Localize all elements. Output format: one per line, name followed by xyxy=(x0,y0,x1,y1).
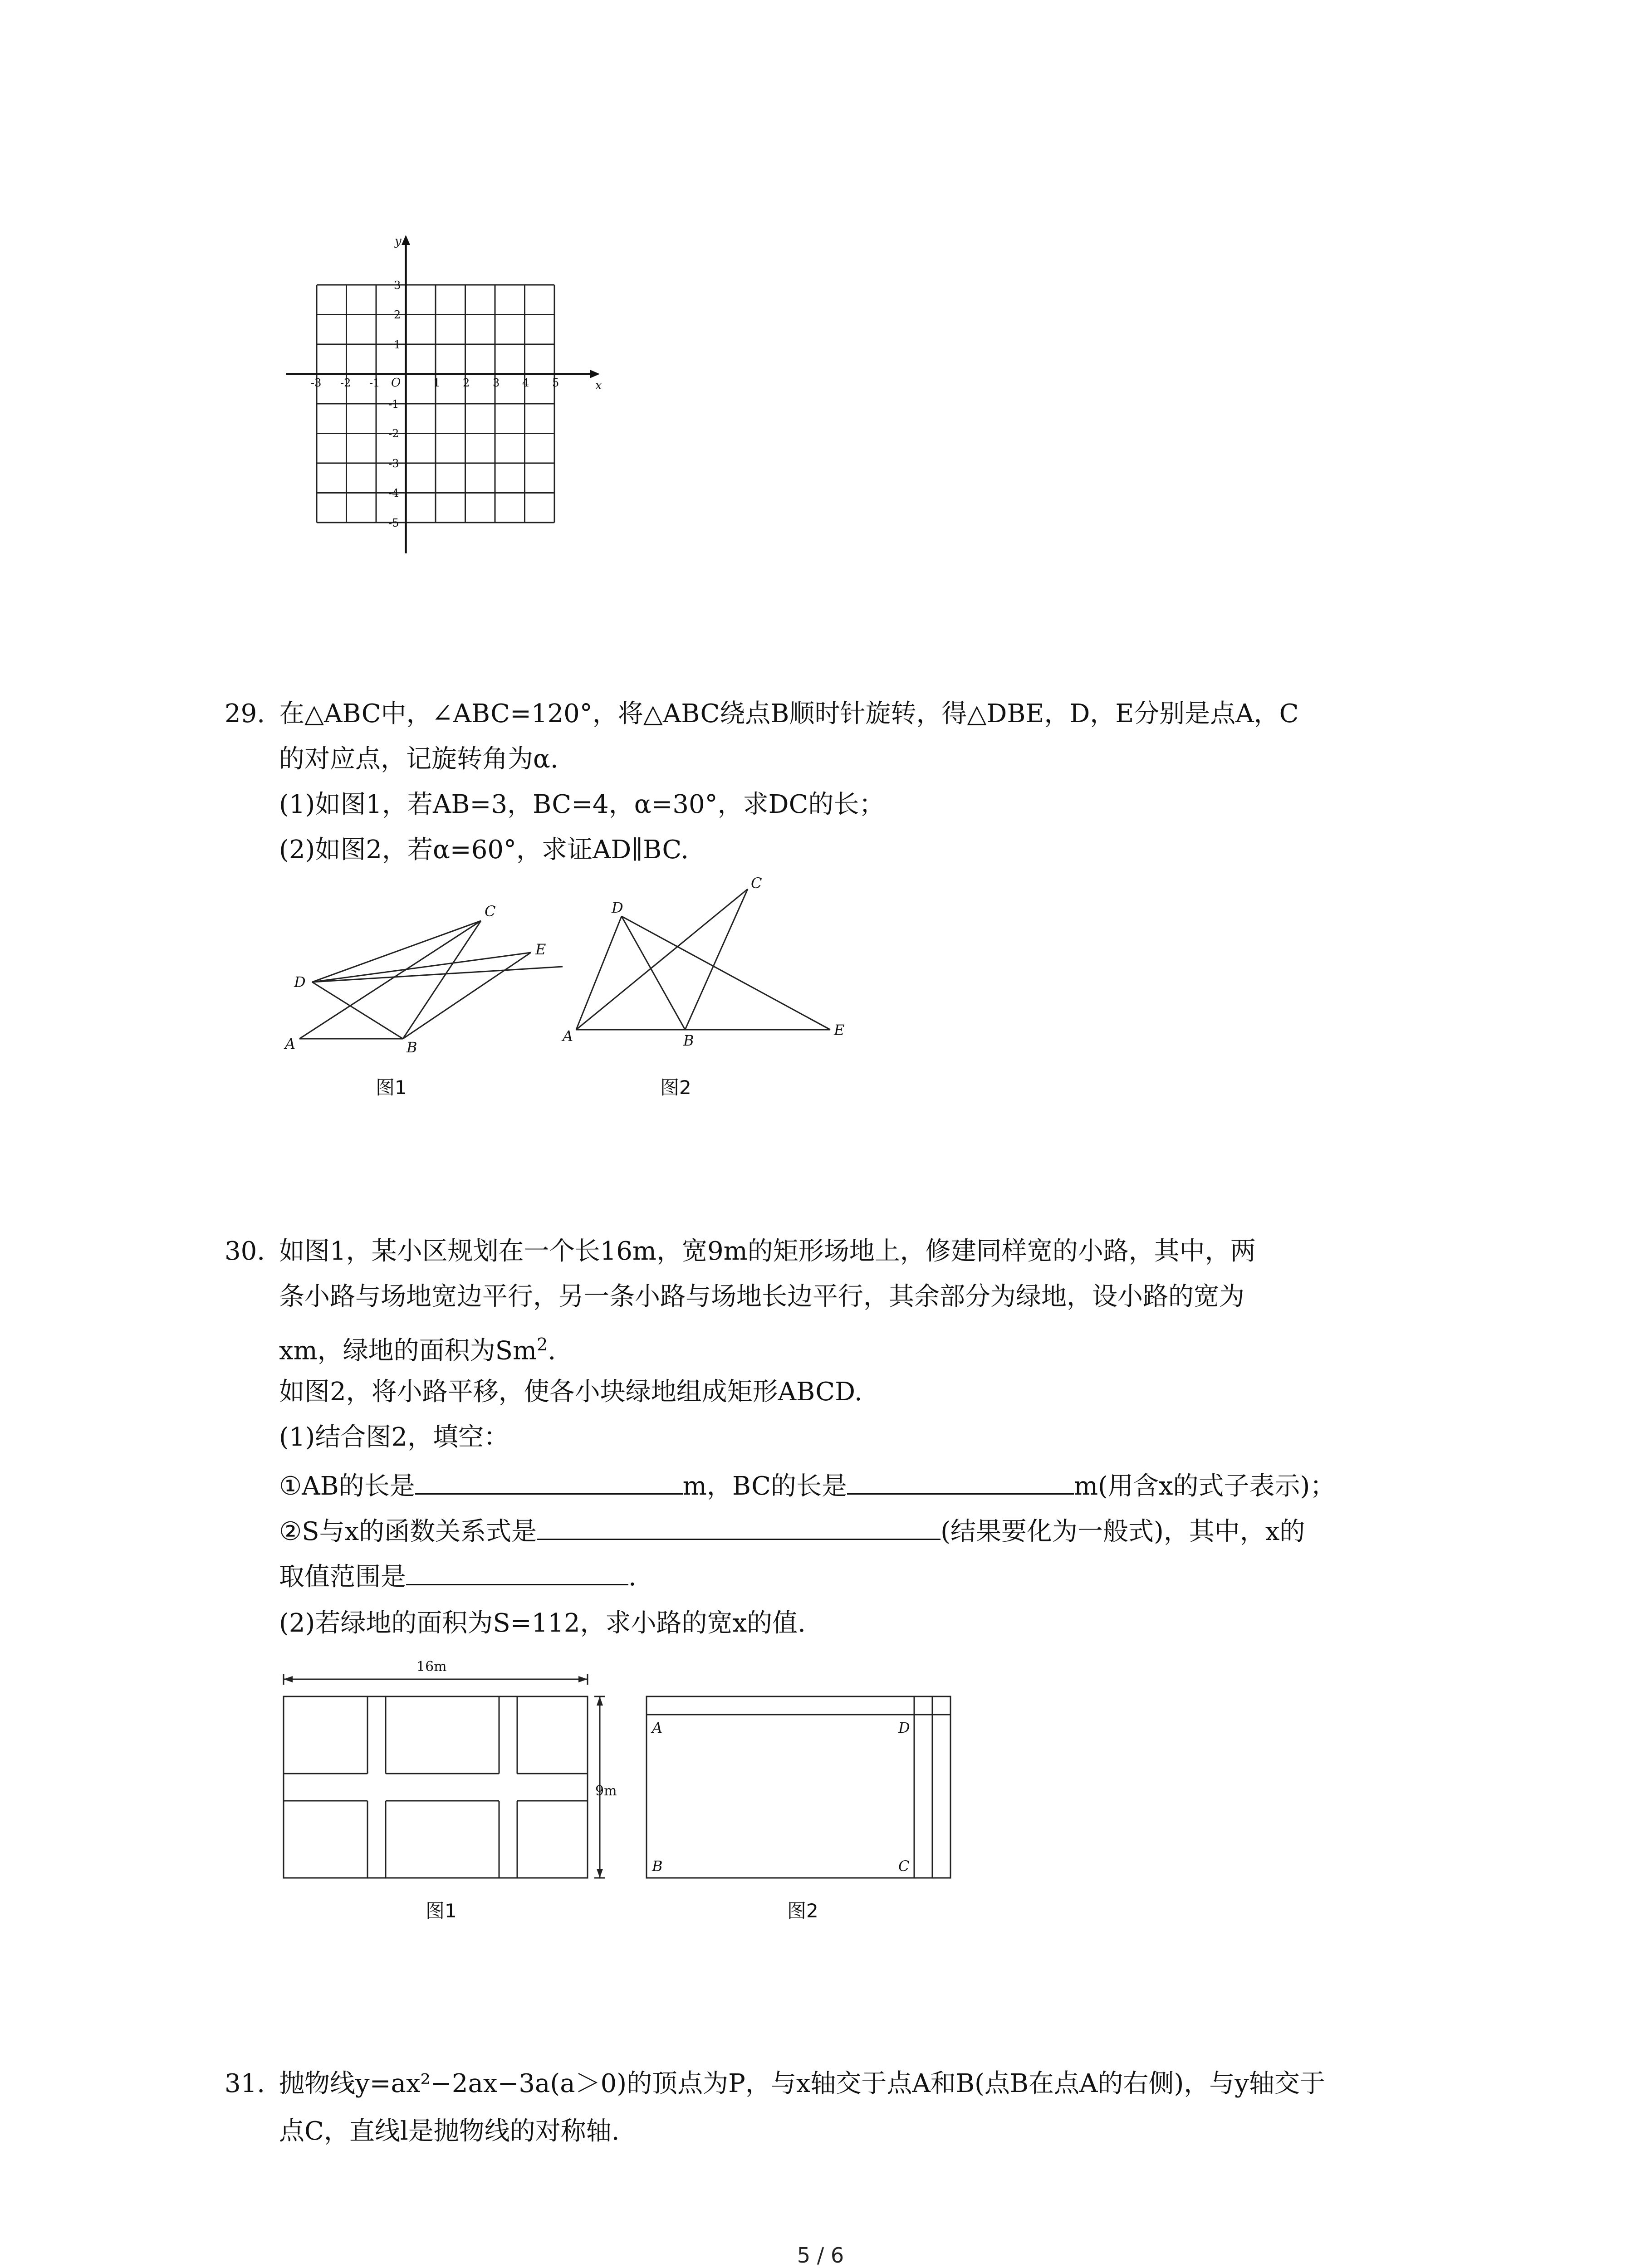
y-tick: -1 xyxy=(388,398,399,411)
x-tick: -2 xyxy=(340,376,351,389)
question-text: 的对应点，记旋转角为α. xyxy=(279,744,558,774)
question-number: 30. xyxy=(225,1237,265,1266)
text-segment: ①AB的长是 xyxy=(279,1471,415,1501)
point-label-e: E xyxy=(535,941,546,958)
x-tick: 1 xyxy=(433,376,441,389)
y-tick: -3 xyxy=(388,457,399,470)
point-label-a: A xyxy=(652,1719,663,1736)
width-label: 9m xyxy=(595,1783,617,1799)
point-label-e: E xyxy=(834,1022,845,1039)
text-segment: 取值范围是 xyxy=(279,1562,406,1592)
question-text: 点C，直线l是抛物线的对称轴. xyxy=(279,2116,620,2146)
text-segment: xm，绿地的面积为Sm xyxy=(279,1336,537,1366)
q29-figure-1 xyxy=(272,880,563,1061)
q30-figure-1 xyxy=(272,1651,617,1887)
x-tick: 3 xyxy=(493,376,500,389)
question-part: (2)如图2，若α=60°，求证AD∥BC. xyxy=(279,835,689,865)
y-tick: 2 xyxy=(394,308,401,321)
x-tick: 5 xyxy=(552,376,559,389)
question-text xyxy=(279,1329,556,1367)
point-label-a: A xyxy=(563,1027,573,1045)
y-axis-label: y xyxy=(395,235,402,248)
page-number: 5 / 6 xyxy=(797,2243,844,2268)
question-part: (1)如图1，若AB=3，BC=4，α=30°，求DC的长； xyxy=(279,790,885,819)
figure-caption: 图2 xyxy=(787,1900,818,1922)
question-part: (2)若绿地的面积为S=112，求小路的宽x的值. xyxy=(279,1608,806,1638)
figure-caption: 图1 xyxy=(376,1076,407,1099)
q30-figure-2 xyxy=(637,1678,955,1887)
point-label-c: C xyxy=(898,1857,910,1875)
question-number: 29. xyxy=(225,699,265,728)
question-text: 在△ABC中，∠ABC=120°，将△ABC绕点B顺时针旋转，得△DBE，D，E分别是点A，C xyxy=(279,699,1299,728)
y-tick: -4 xyxy=(388,487,399,499)
answer-blank-bc[interactable] xyxy=(847,1470,1074,1495)
text-segment: ②S与x的函数关系式是 xyxy=(279,1517,537,1546)
question-part: (1)结合图2，填空： xyxy=(279,1422,509,1452)
answer-blank-range[interactable] xyxy=(406,1560,628,1585)
point-label-c: C xyxy=(751,875,762,892)
fill-line-3 xyxy=(279,1560,637,1593)
x-tick: 2 xyxy=(463,376,470,389)
question-text: 抛物线y=ax²−2ax−3a(a＞0)的顶点为P，与x轴交于点A和B(点B在点A的右侧)，与y轴交于 xyxy=(279,2069,1325,2098)
question-text: 如图2，将小路平移，使各小块绿地组成矩形ABCD. xyxy=(279,1377,862,1407)
y-tick: 1 xyxy=(394,338,401,351)
point-label-b: B xyxy=(683,1032,694,1049)
q29-figure-2 xyxy=(558,871,857,1061)
answer-blank-function[interactable] xyxy=(537,1515,941,1540)
text-segment: . xyxy=(628,1562,637,1592)
text-segment: (结果要化为一般式)，其中，x的 xyxy=(941,1517,1305,1546)
superscript: 2 xyxy=(537,1334,548,1354)
y-tick: -2 xyxy=(388,427,399,440)
y-tick: -5 xyxy=(388,517,399,529)
point-label-d: D xyxy=(294,973,306,991)
answer-blank-ab[interactable] xyxy=(415,1470,683,1495)
point-label-b: B xyxy=(652,1857,663,1875)
fill-line-2 xyxy=(279,1515,1305,1547)
text-segment: m，BC的长是 xyxy=(682,1471,847,1501)
figure-caption: 图2 xyxy=(660,1076,691,1099)
point-label-b: B xyxy=(407,1039,417,1056)
point-label-c: C xyxy=(485,903,496,920)
question-text: 如图1，某小区规划在一个长16m，宽9m的矩形场地上，修建同样宽的小路，其中，两 xyxy=(279,1237,1256,1266)
point-label-d: D xyxy=(612,899,623,916)
y-tick: 3 xyxy=(394,279,401,292)
origin-label: O xyxy=(391,376,401,390)
point-label-d: D xyxy=(898,1719,910,1736)
x-tick: -1 xyxy=(369,376,380,389)
x-tick: -3 xyxy=(311,376,322,389)
question-text: 条小路与场地宽边平行，另一条小路与场地长边平行，其余部分为绿地，设小路的宽为 xyxy=(279,1282,1244,1311)
point-label-a: A xyxy=(285,1035,296,1052)
x-axis-label: x xyxy=(595,379,602,392)
coordinate-grid-figure xyxy=(272,227,617,572)
x-tick: 4 xyxy=(522,376,529,389)
text-segment: m(用含x的式子表示)； xyxy=(1073,1471,1336,1501)
text-segment: . xyxy=(548,1336,556,1366)
question-number: 31. xyxy=(225,2069,265,2098)
fill-line-1 xyxy=(279,1470,1335,1502)
figure-caption: 图1 xyxy=(426,1900,457,1922)
length-label: 16m xyxy=(416,1659,447,1675)
